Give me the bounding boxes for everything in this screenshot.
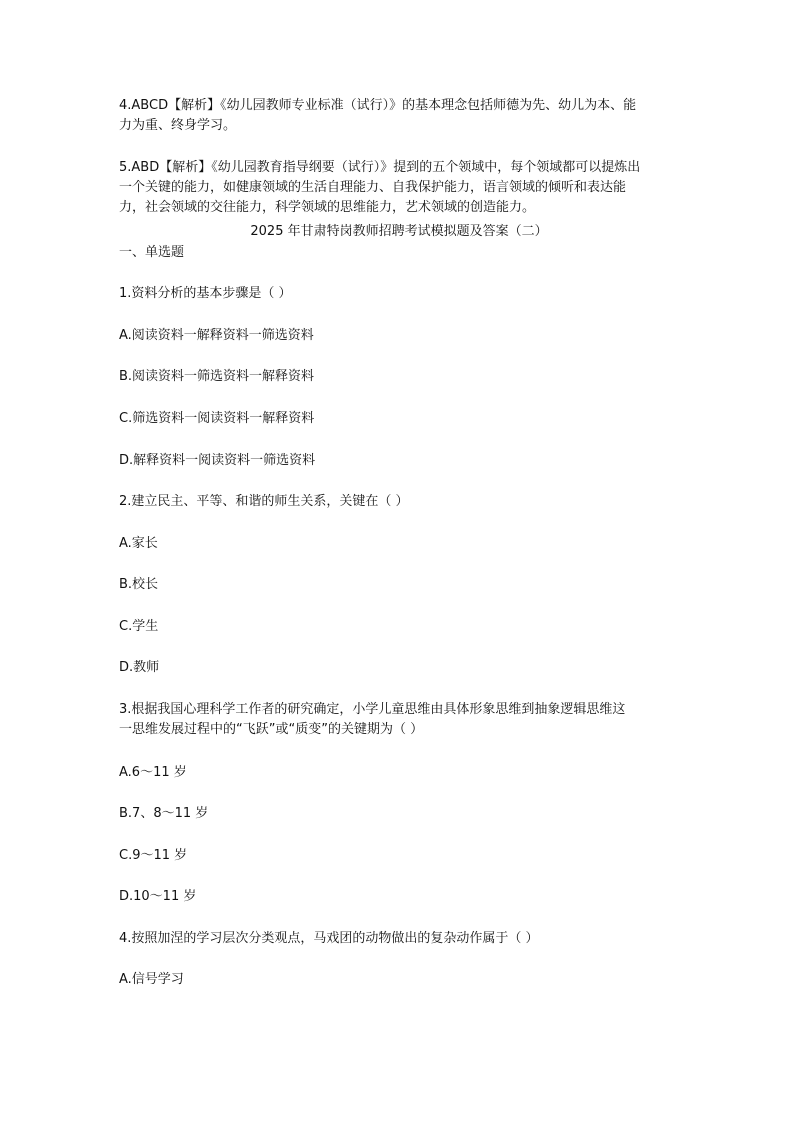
question-3-option-b: B.7、8～11 岁 bbox=[119, 806, 209, 821]
answer-5-line-3: 力，社会领域的交往能力，科学领域的思维能力，艺术领域的创造能力。 bbox=[119, 200, 536, 215]
question-1-option-b: B.阅读资料一筛选资料一解释资料 bbox=[119, 369, 315, 384]
question-3-option-a: A.6～11 岁 bbox=[119, 765, 187, 780]
section-heading: 一、单选题 bbox=[119, 245, 185, 260]
question-1-option-d: D.解释资料一阅读资料一筛选资料 bbox=[119, 453, 316, 468]
question-1-option-c: C.筛选资料一阅读资料一解释资料 bbox=[119, 411, 315, 426]
question-2-stem: 2.建立民主、平等、和谐的师生关系，关键在（ ） bbox=[119, 494, 409, 509]
question-2-option-a: A.家长 bbox=[119, 536, 158, 551]
question-1-stem: 1.资料分析的基本步骤是（ ） bbox=[119, 286, 292, 301]
question-1-option-a: A.阅读资料一解释资料一筛选资料 bbox=[119, 328, 314, 343]
question-2-option-d: D.教师 bbox=[119, 660, 160, 675]
question-3-stem-line-1: 3.根据我国心理科学工作者的研究确定，小学儿童思维由具体形象思维到抽象逻辑思维这 bbox=[119, 702, 626, 717]
answer-4-explanation bbox=[119, 96, 679, 136]
answer-4-line-2: 力为重、终身学习。 bbox=[119, 118, 237, 133]
question-2-option-c: C.学生 bbox=[119, 619, 159, 634]
exam-title: 2025 年甘肃特岗教师招聘考试模拟题及答案（二） bbox=[250, 224, 548, 239]
question-3-stem bbox=[119, 700, 679, 740]
answer-5-line-1: 5.ABD【解析】《幼儿园教育指导纲要（试行）》提到的五个领域中，每个领域都可以提炼出 bbox=[119, 160, 641, 175]
answer-5-line-2: 一个关键的能力，如健康领域的生活自理能力、自我保护能力，语言领域的倾听和表达能 bbox=[119, 180, 627, 195]
question-3-stem-line-2: 一思维发展过程中的“飞跃”或“质变”的关键期为（ ） bbox=[119, 722, 424, 737]
question-2-option-b: B.校长 bbox=[119, 577, 159, 592]
question-3-option-c: C.9～11 岁 bbox=[119, 848, 188, 863]
question-4-option-a: A.信号学习 bbox=[119, 972, 184, 987]
question-3-option-d: D.10～11 岁 bbox=[119, 889, 197, 904]
question-4-stem: 4.按照加涅的学习层次分类观点，马戏团的动物做出的复杂动作属于（ ） bbox=[119, 931, 539, 946]
answer-4-line-1: 4.ABCD【解析】《幼儿园教师专业标准（试行）》的基本理念包括师德为先、幼儿为本、能 bbox=[119, 98, 637, 113]
answer-5-explanation bbox=[119, 158, 679, 218]
